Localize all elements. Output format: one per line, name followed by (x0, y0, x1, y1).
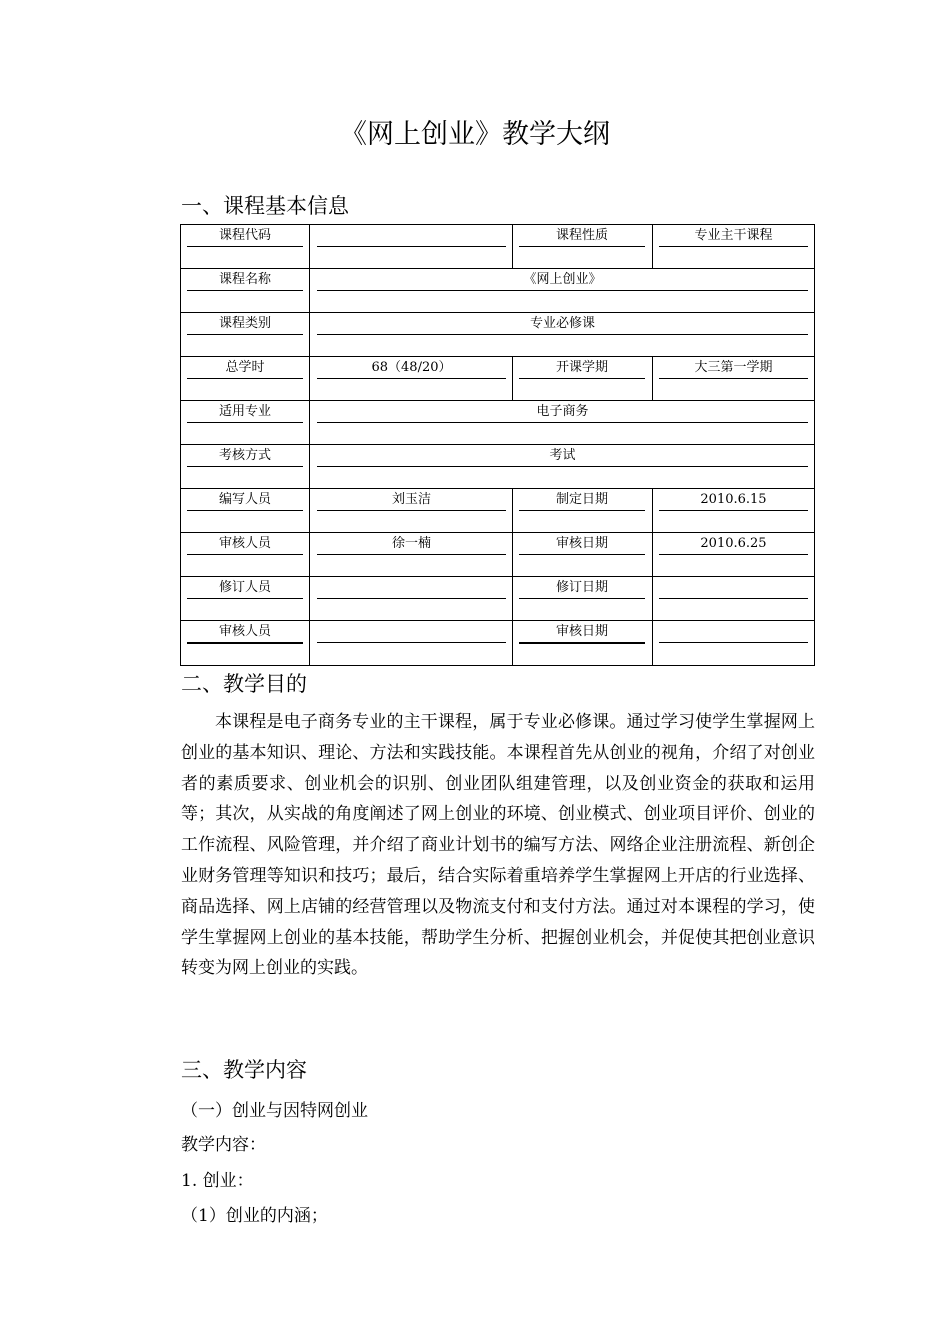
course-nature-label: 课程性质 (519, 228, 645, 247)
table-divider (181, 400, 814, 401)
reviewer2-value (317, 624, 506, 643)
reviewer-label: 审核人员 (187, 536, 303, 555)
exam-method-value: 考试 (317, 448, 808, 467)
exam-method-label: 考核方式 (187, 448, 303, 467)
table-divider (181, 312, 814, 313)
subsection-heading: （一）创业与因特网创业 (181, 1101, 368, 1121)
course-name-value: 《网上创业》 (317, 272, 808, 291)
author-value: 刘玉洁 (317, 492, 506, 511)
table-divider (181, 576, 814, 577)
reviewer-value: 徐一楠 (317, 536, 506, 555)
made-date-label: 制定日期 (519, 492, 645, 511)
total-hours-value: 68（48/20） (317, 360, 506, 379)
revise-date-label: 修订日期 (519, 580, 645, 599)
review-date-label: 审核日期 (519, 536, 645, 555)
reviser-label: 修订人员 (187, 580, 303, 599)
course-type-value: 专业必修课 (317, 316, 808, 335)
content-label: 教学内容： (181, 1135, 266, 1155)
table-divider (181, 532, 814, 533)
course-code-value (317, 228, 506, 247)
table-divider (309, 225, 310, 665)
made-date-value: 2010.6.15 (659, 492, 808, 511)
table-divider (652, 225, 653, 269)
author-label: 编写人员 (187, 492, 303, 511)
section-heading-teaching-purpose: 二、教学目的 (181, 672, 307, 696)
review-date2-value (659, 624, 808, 643)
table-divider (512, 357, 513, 401)
table-divider (181, 356, 814, 357)
list-item: （1）创业的内涵； (181, 1206, 328, 1226)
table-divider (181, 488, 814, 489)
review-date2-label: 审核日期 (519, 624, 645, 644)
section-heading-teaching-content: 三、教学内容 (181, 1058, 307, 1082)
table-divider (652, 489, 653, 665)
course-code-label: 课程代码 (187, 228, 303, 247)
section-heading-basic-info: 一、课程基本信息 (181, 194, 349, 218)
total-hours-label: 总学时 (187, 360, 303, 379)
revise-date-value (659, 580, 808, 599)
semester-value: 大三第一学期 (659, 360, 808, 379)
reviser-value (317, 580, 506, 599)
course-info-table (180, 224, 815, 666)
review-date-value: 2010.6.25 (659, 536, 808, 555)
table-divider (181, 444, 814, 445)
list-item: 1. 创业： (181, 1171, 254, 1191)
document-title: 《网上创业》教学大纲 (340, 119, 610, 150)
table-divider (181, 268, 814, 269)
course-nature-value: 专业主干课程 (659, 228, 808, 247)
major-label: 适用专业 (187, 404, 303, 423)
table-divider (512, 225, 513, 269)
major-value: 电子商务 (317, 404, 808, 423)
reviewer2-label: 审核人员 (187, 624, 303, 644)
course-type-label: 课程类别 (187, 316, 303, 335)
teaching-purpose-paragraph: 本课程是电子商务专业的主干课程，属于专业必修课。通过学习使学生掌握网上创业的基本知识、理论、方法和实践技能。本课程首先从创业的视角，介绍了对创业者的素质要求、创业机会的识别、创业团队组建管理，以及创业资金的获取和运用等；其次，从实战的角度阐述了网上创业的环境、创业模式、创业项目评价、创业的工作流程、风险管理，并介绍了商业计划书的编写方法、网络企业注册流程、新创企业财务管理等知识和技巧；最后，结合实际着重培养学生掌握网上开店的行业选择、商品选择、网上店铺的经营管理以及物流支付和支付方法。通过对本课程的学习，使学生掌握网上创业的基本技能，帮助学生分析、把握创业机会，并促使其把创业意识转变为网上创业的实践。 (181, 712, 815, 979)
course-name-label: 课程名称 (187, 272, 303, 291)
table-divider (181, 620, 814, 621)
table-divider (652, 357, 653, 401)
table-divider (512, 489, 513, 665)
semester-label: 开课学期 (519, 360, 645, 379)
